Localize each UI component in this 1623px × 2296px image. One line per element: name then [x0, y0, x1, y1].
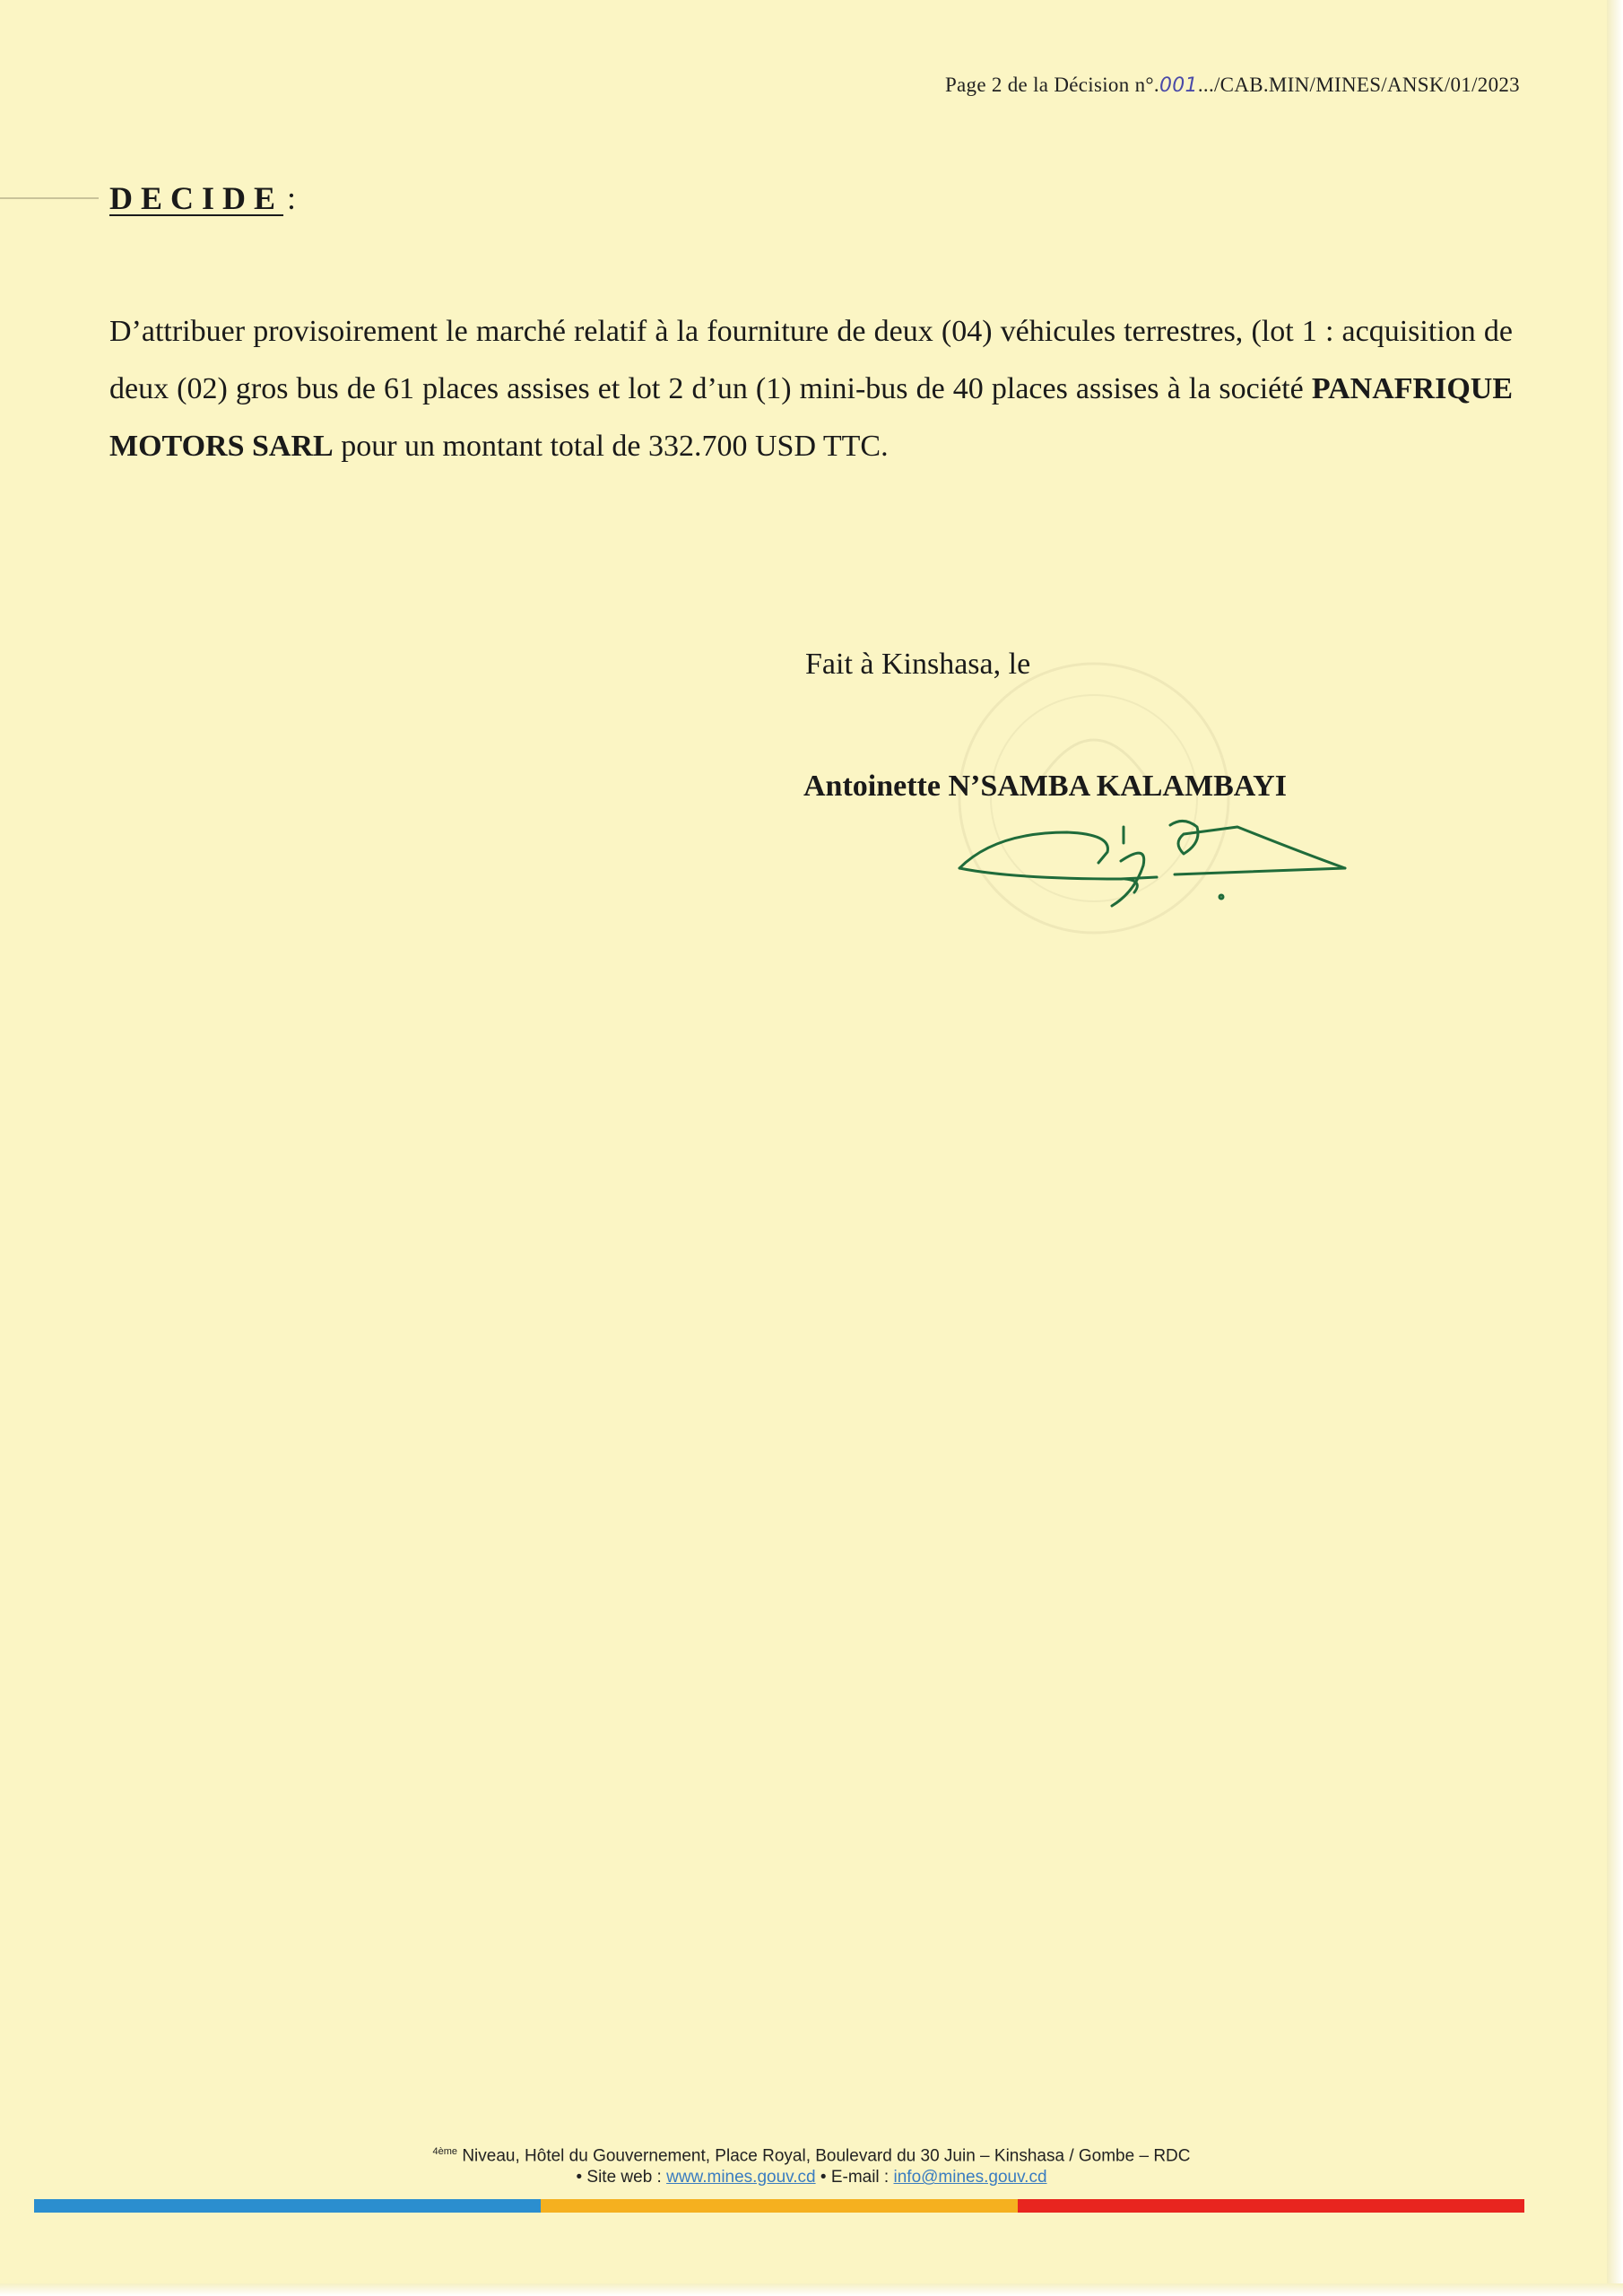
email-label: • E-mail : — [815, 2168, 894, 2187]
decide-colon: : — [287, 180, 297, 216]
site-label: • Site web : — [576, 2168, 667, 2187]
paper-right-edge — [1607, 0, 1623, 2296]
paper-bottom-edge — [0, 2283, 1623, 2296]
decision-paragraph — [109, 303, 1513, 475]
decide-title: DECIDE — [109, 180, 284, 216]
place-date: Fait à Kinshasa, le — [805, 648, 1031, 681]
handwritten-signature — [942, 807, 1354, 924]
decide-rule — [0, 197, 99, 199]
paragraph-text-after: pour un montant total de 332.700 USD TTC. — [333, 430, 889, 463]
signer-name: Antoinette N’SAMBA KALAMBAYI — [803, 770, 1287, 803]
page-footer — [0, 2141, 1623, 2188]
footer-address-text: Niveau, Hôtel du Gouvernement, Place Royal, Boulevard du 30 Juin – Kinshasa / Gombe – RDC — [457, 2146, 1191, 2166]
footer-level-sup: 4ème — [432, 2146, 458, 2157]
site-link[interactable]: www.mines.gouv.cd — [666, 2168, 816, 2187]
footer-contact — [0, 2167, 1623, 2188]
email-link[interactable]: info@mines.gouv.cd — [893, 2168, 1047, 2187]
footer-address — [0, 2141, 1623, 2167]
paragraph-text-before: D’attribuer provisoirement le marché relatif à la fourniture de deux (04) véhicules terrestres, (lot 1 : acquisition de deux (02) gros bus de 61 places assises et lot 2 d’un (1) mini-bus de 40 places assises à la société — [109, 315, 1513, 405]
decision-number: 001 — [1159, 74, 1198, 97]
flag-color-bar — [34, 2199, 1524, 2213]
decide-heading — [109, 179, 296, 217]
flag-blue-segment — [34, 2199, 541, 2213]
company-name: PANAFRIQUE MOTORS SARL — [109, 372, 1513, 463]
flag-red-segment — [1018, 2199, 1524, 2213]
page-ref-suffix: .../CAB.MIN/MINES/ANSK/01/2023 — [1197, 74, 1520, 96]
page-ref-prefix: Page 2 de la Décision n°. — [944, 74, 1159, 96]
flag-yellow-segment — [541, 2199, 1018, 2213]
page-reference — [945, 74, 1520, 97]
